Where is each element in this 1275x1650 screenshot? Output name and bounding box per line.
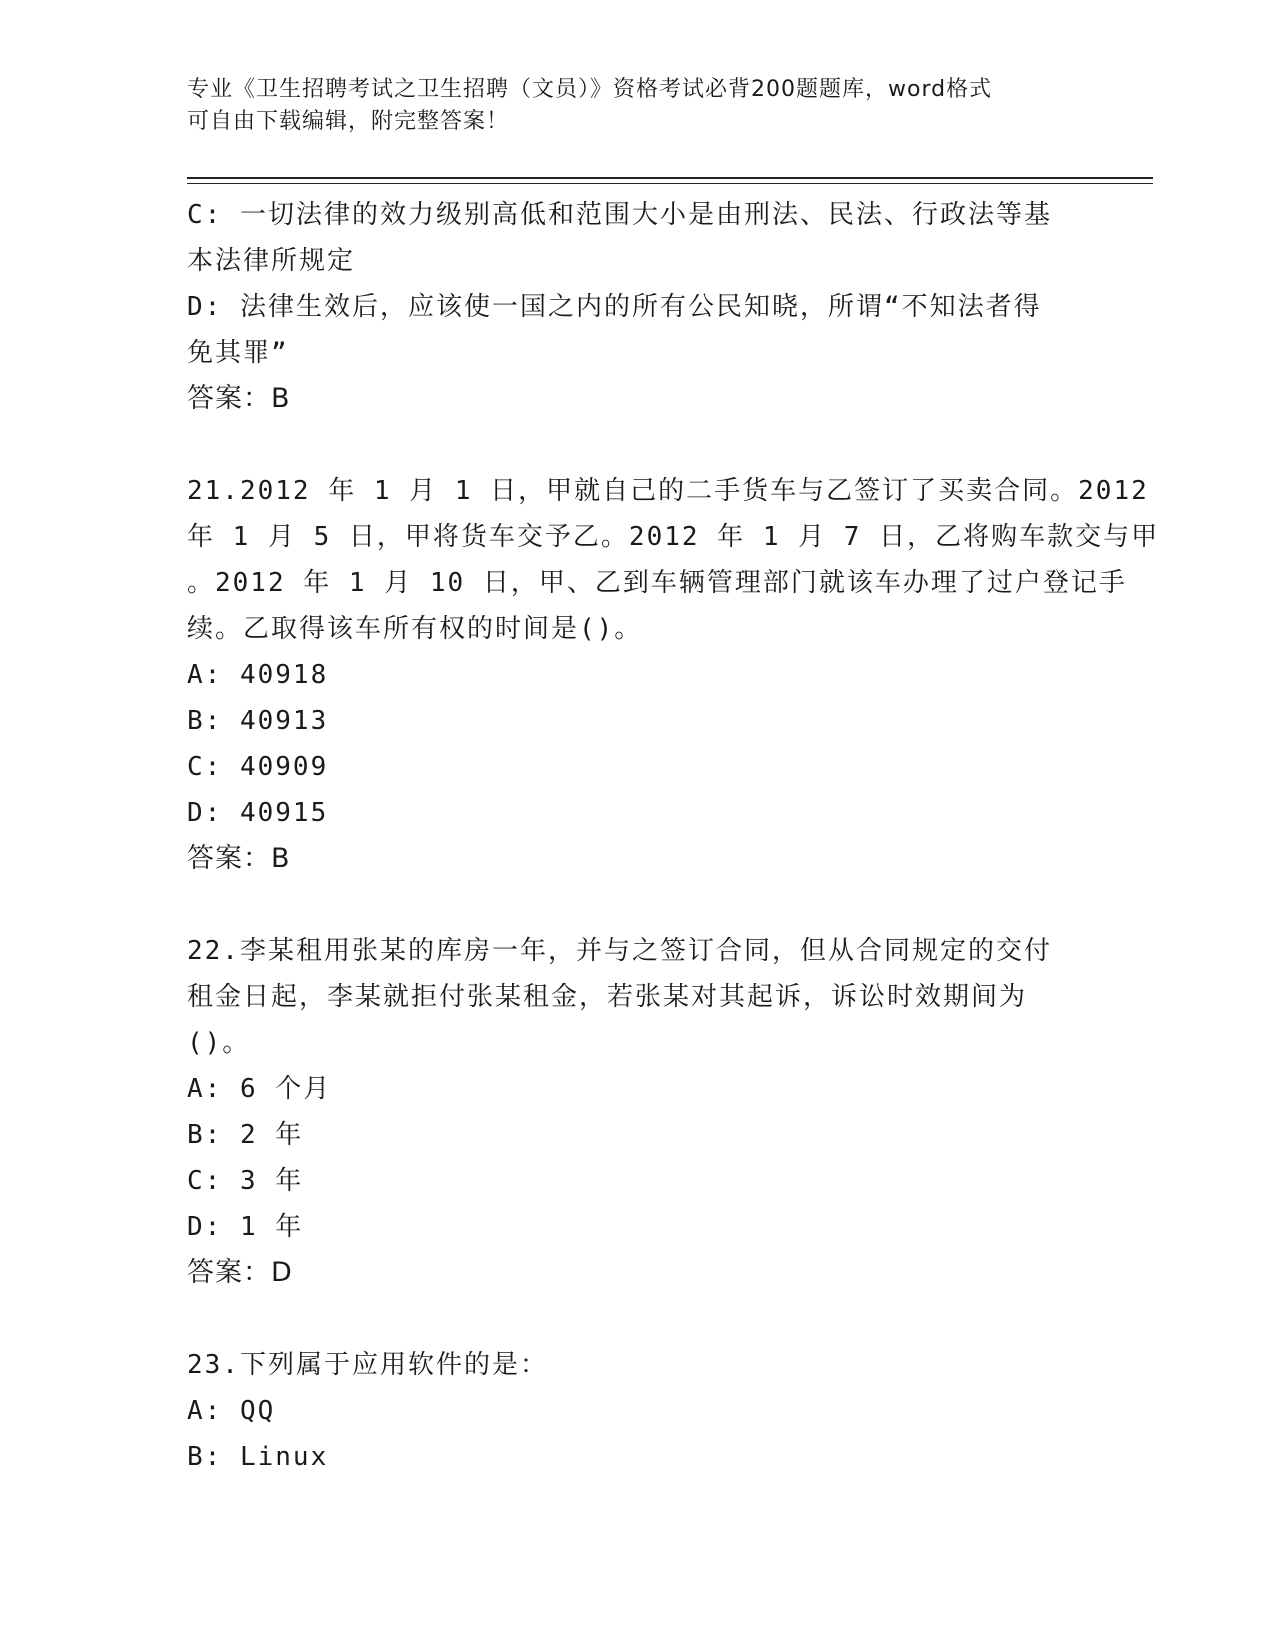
question-stem-line-1: 21.2012 年 1 月 1 日，甲就自己的二手货车与乙签订了买卖合同。2012	[187, 476, 1149, 506]
header-title-line-2: 可自由下载编辑，附完整答案！	[187, 109, 510, 134]
option-a: A: QQ	[187, 1396, 276, 1426]
option-c: C: 40909	[187, 752, 329, 782]
question-22	[187, 928, 1087, 1296]
spacer	[187, 882, 1087, 928]
question-stem-line-1: 23.下列属于应用软件的是：	[187, 1350, 548, 1380]
option-a: A: 6 个月	[187, 1074, 332, 1104]
spacer	[187, 422, 1087, 468]
option-d-line-2: 免其罪”	[187, 338, 289, 368]
option-d-line-1: D: 法律生效后，应该使一国之内的所有公民知晓，所谓“不知法者得	[187, 292, 1042, 322]
option-d: D: 40915	[187, 798, 329, 828]
question-stem-line-4: 续。乙取得该车所有权的时间是()。	[187, 614, 643, 644]
question-stem-line-1: 22.李某租用张某的库房一年，并与之签订合同，但从合同规定的交付	[187, 936, 1052, 966]
option-b: B: Linux	[187, 1442, 329, 1472]
option-c: C: 3 年	[187, 1166, 304, 1196]
option-a: A: 40918	[187, 660, 329, 690]
question-23	[187, 1342, 1087, 1480]
question-21	[187, 468, 1160, 882]
answer-q20: 答案：B	[187, 383, 291, 414]
question-stem-line-3: 。2012 年 1 月 10 日，甲、乙到车辆管理部门就该车办理了过户登记手	[187, 568, 1127, 598]
header-divider-thin	[187, 183, 1153, 184]
option-c-line-1: C: 一切法律的效力级别高低和范围大小是由刑法、民法、行政法等基	[187, 200, 1052, 230]
option-b: B: 2 年	[187, 1120, 304, 1150]
option-b: B: 40913	[187, 706, 329, 736]
answer-q22: 答案：D	[187, 1257, 293, 1288]
option-c-line-2: 本法律所规定	[187, 246, 356, 276]
question-content	[187, 192, 1160, 1480]
header-divider-thick	[187, 177, 1153, 179]
option-d: D: 1 年	[187, 1212, 304, 1242]
header-title-line-1: 专业《卫生招聘考试之卫生招聘（文员）》资格考试必背200题题库，word格式	[187, 77, 993, 102]
question-stem-line-3: ()。	[187, 1028, 251, 1058]
document-header	[187, 74, 1087, 138]
question-20-tail	[187, 192, 1087, 422]
spacer	[187, 1296, 1087, 1342]
question-stem-line-2: 租金日起，李某就拒付张某租金，若张某对其起诉，诉讼时效期间为	[187, 982, 1028, 1012]
question-stem-line-2: 年 1 月 5 日，甲将货车交予乙。2012 年 1 月 7 日，乙将购车款交与甲	[187, 522, 1160, 552]
answer-q21: 答案：B	[187, 843, 291, 874]
